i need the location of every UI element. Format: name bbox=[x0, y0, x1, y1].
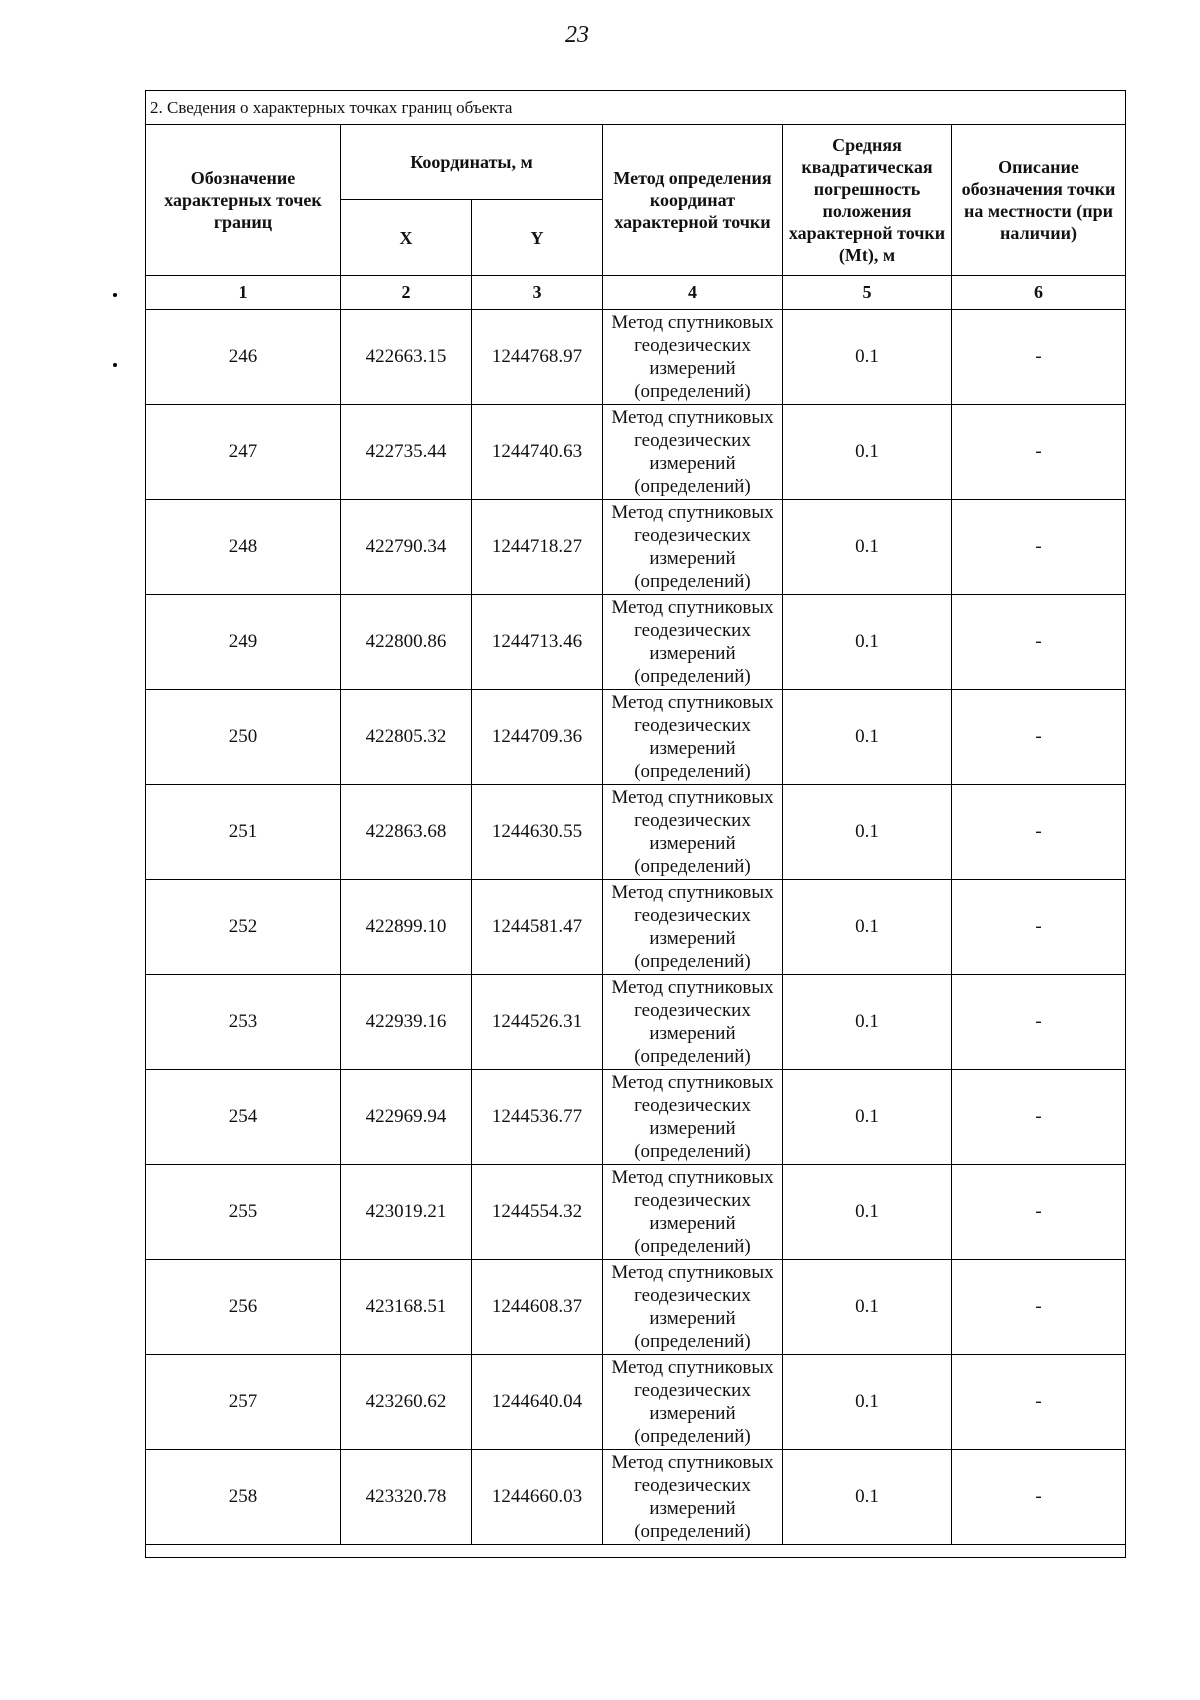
point-number: 249 bbox=[146, 595, 341, 690]
description-cell: - bbox=[952, 1070, 1126, 1165]
coord-y: 1244709.36 bbox=[472, 690, 603, 785]
method-cell: Метод спутниковых геодезических измерений (определений) bbox=[603, 1260, 783, 1355]
coord-x: 422969.94 bbox=[341, 1070, 472, 1165]
table-row bbox=[146, 1260, 1126, 1355]
header-coordinates: Координаты, м bbox=[341, 125, 603, 200]
table-footer-row bbox=[146, 1545, 1126, 1558]
point-number: 251 bbox=[146, 785, 341, 880]
mean-error-cell: 0.1 bbox=[783, 405, 952, 500]
header-method: Метод определения координат характерной точки bbox=[603, 125, 783, 276]
mean-error-cell: 0.1 bbox=[783, 1260, 952, 1355]
point-number: 256 bbox=[146, 1260, 341, 1355]
table-row bbox=[146, 500, 1126, 595]
table-row bbox=[146, 880, 1126, 975]
coord-x: 423019.21 bbox=[341, 1165, 472, 1260]
coord-y: 1244660.03 bbox=[472, 1450, 603, 1545]
method-cell: Метод спутниковых геодезических измерений (определений) bbox=[603, 1450, 783, 1545]
point-number: 252 bbox=[146, 880, 341, 975]
column-number: 3 bbox=[472, 276, 603, 310]
mean-error-cell: 0.1 bbox=[783, 1165, 952, 1260]
coord-x: 423260.62 bbox=[341, 1355, 472, 1450]
header-designation: Обозначение характерных точек границ bbox=[146, 125, 341, 276]
table-body bbox=[146, 310, 1126, 1558]
method-cell: Метод спутниковых геодезических измерений (определений) bbox=[603, 785, 783, 880]
header-x: X bbox=[341, 200, 472, 276]
coord-x: 423320.78 bbox=[341, 1450, 472, 1545]
coord-x: 422663.15 bbox=[341, 310, 472, 405]
point-number: 257 bbox=[146, 1355, 341, 1450]
mean-error-cell: 0.1 bbox=[783, 785, 952, 880]
coord-y: 1244630.55 bbox=[472, 785, 603, 880]
method-cell: Метод спутниковых геодезических измерений (определений) bbox=[603, 880, 783, 975]
mean-error-cell: 0.1 bbox=[783, 975, 952, 1070]
table-row bbox=[146, 310, 1126, 405]
point-number: 253 bbox=[146, 975, 341, 1070]
method-cell: Метод спутниковых геодезических измерений (определений) bbox=[603, 1070, 783, 1165]
coord-x: 422800.86 bbox=[341, 595, 472, 690]
coord-y: 1244640.04 bbox=[472, 1355, 603, 1450]
mean-error-cell: 0.1 bbox=[783, 595, 952, 690]
point-number: 255 bbox=[146, 1165, 341, 1260]
table-row bbox=[146, 690, 1126, 785]
point-number: 246 bbox=[146, 310, 341, 405]
description-cell: - bbox=[952, 500, 1126, 595]
point-number: 247 bbox=[146, 405, 341, 500]
coord-y: 1244608.37 bbox=[472, 1260, 603, 1355]
method-cell: Метод спутниковых геодезических измерений (определений) bbox=[603, 405, 783, 500]
column-number: 1 bbox=[146, 276, 341, 310]
point-number: 258 bbox=[146, 1450, 341, 1545]
table-row bbox=[146, 595, 1126, 690]
table-row bbox=[146, 1355, 1126, 1450]
method-cell: Метод спутниковых геодезических измерений (определений) bbox=[603, 595, 783, 690]
table-row bbox=[146, 1165, 1126, 1260]
column-number: 4 bbox=[603, 276, 783, 310]
point-number: 250 bbox=[146, 690, 341, 785]
mean-error-cell: 0.1 bbox=[783, 690, 952, 785]
point-number: 248 bbox=[146, 500, 341, 595]
column-number: 2 bbox=[341, 276, 472, 310]
description-cell: - bbox=[952, 1260, 1126, 1355]
coord-x: 422899.10 bbox=[341, 880, 472, 975]
table-row bbox=[146, 785, 1126, 880]
coord-y: 1244554.32 bbox=[472, 1165, 603, 1260]
method-cell: Метод спутниковых геодезических измерений (определений) bbox=[603, 1165, 783, 1260]
coord-y: 1244526.31 bbox=[472, 975, 603, 1070]
description-cell: - bbox=[952, 1450, 1126, 1545]
method-cell: Метод спутниковых геодезических измерений (определений) bbox=[603, 310, 783, 405]
description-cell: - bbox=[952, 975, 1126, 1070]
coord-y: 1244536.77 bbox=[472, 1070, 603, 1165]
coord-y: 1244718.27 bbox=[472, 500, 603, 595]
coord-x: 422805.32 bbox=[341, 690, 472, 785]
table-row bbox=[146, 405, 1126, 500]
coord-x: 422939.16 bbox=[341, 975, 472, 1070]
table-row bbox=[146, 1450, 1126, 1545]
table-row bbox=[146, 1070, 1126, 1165]
description-cell: - bbox=[952, 595, 1126, 690]
mean-error-cell: 0.1 bbox=[783, 310, 952, 405]
description-cell: - bbox=[952, 1355, 1126, 1450]
table-footer-cell bbox=[146, 1545, 1126, 1558]
description-cell: - bbox=[952, 880, 1126, 975]
coord-x: 423168.51 bbox=[341, 1260, 472, 1355]
description-cell: - bbox=[952, 1165, 1126, 1260]
column-numbers-row bbox=[146, 276, 1126, 310]
description-cell: - bbox=[952, 310, 1126, 405]
header-y: Y bbox=[472, 200, 603, 276]
coord-x: 422863.68 bbox=[341, 785, 472, 880]
coord-x: 422790.34 bbox=[341, 500, 472, 595]
column-number: 5 bbox=[783, 276, 952, 310]
header-mean-error: Средняя квадратическая погрешность положения характерной точки (Mt), м bbox=[783, 125, 952, 276]
mean-error-cell: 0.1 bbox=[783, 1450, 952, 1545]
column-number: 6 bbox=[952, 276, 1126, 310]
margin-dot bbox=[113, 363, 117, 367]
method-cell: Метод спутниковых геодезических измерений (определений) bbox=[603, 1355, 783, 1450]
boundary-points-table bbox=[145, 90, 1126, 1558]
mean-error-cell: 0.1 bbox=[783, 880, 952, 975]
table-row bbox=[146, 975, 1126, 1070]
method-cell: Метод спутниковых геодезических измерений (определений) bbox=[603, 975, 783, 1070]
method-cell: Метод спутниковых геодезических измерений (определений) bbox=[603, 500, 783, 595]
mean-error-cell: 0.1 bbox=[783, 1070, 952, 1165]
mean-error-cell: 0.1 bbox=[783, 500, 952, 595]
page-number: 23 bbox=[565, 22, 589, 48]
method-cell: Метод спутниковых геодезических измерений (определений) bbox=[603, 690, 783, 785]
point-number: 254 bbox=[146, 1070, 341, 1165]
coord-y: 1244768.97 bbox=[472, 310, 603, 405]
description-cell: - bbox=[952, 690, 1126, 785]
description-cell: - bbox=[952, 405, 1126, 500]
description-cell: - bbox=[952, 785, 1126, 880]
coord-y: 1244713.46 bbox=[472, 595, 603, 690]
coord-x: 422735.44 bbox=[341, 405, 472, 500]
margin-dot bbox=[113, 293, 117, 297]
coord-y: 1244581.47 bbox=[472, 880, 603, 975]
coord-y: 1244740.63 bbox=[472, 405, 603, 500]
section-title: 2. Сведения о характерных точках границ объекта bbox=[146, 91, 1126, 125]
mean-error-cell: 0.1 bbox=[783, 1355, 952, 1450]
header-description: Описание обозначения точки на местности (при наличии) bbox=[952, 125, 1126, 276]
